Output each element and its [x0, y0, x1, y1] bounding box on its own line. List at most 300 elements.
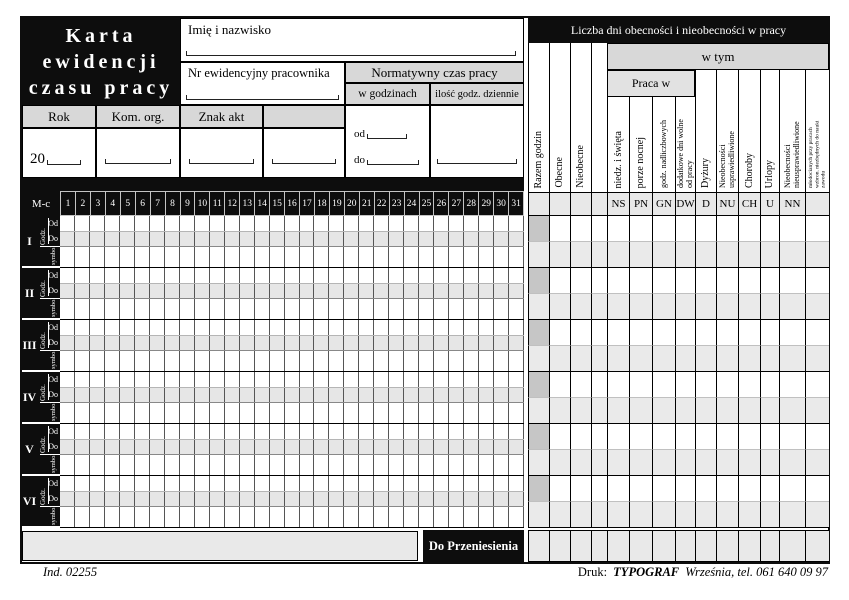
grid-cell[interactable] — [225, 388, 240, 402]
grid-cell[interactable] — [314, 336, 329, 350]
grid-cell[interactable] — [225, 455, 240, 475]
grid-cell[interactable] — [120, 247, 135, 267]
grid-cell[interactable] — [180, 320, 195, 335]
grid-cell[interactable] — [359, 455, 374, 475]
grid-cell[interactable] — [135, 320, 150, 335]
grid-cell[interactable] — [165, 476, 180, 491]
grid-cell[interactable] — [120, 232, 135, 246]
grid-cell[interactable] — [314, 424, 329, 439]
grid-cell[interactable] — [225, 284, 240, 298]
grid-cell[interactable] — [90, 232, 105, 246]
grid-cell[interactable] — [210, 372, 225, 387]
grid-cell[interactable] — [374, 284, 389, 298]
grid-cell[interactable] — [404, 476, 419, 491]
grid-cell[interactable] — [494, 299, 509, 319]
grid-cell[interactable] — [225, 492, 240, 506]
grid-cell[interactable] — [359, 247, 374, 267]
grid-cell[interactable] — [374, 492, 389, 506]
grid-cell[interactable] — [225, 351, 240, 371]
grid-cell[interactable] — [270, 284, 285, 298]
grid-cell[interactable] — [120, 372, 135, 387]
grid-cell[interactable] — [449, 284, 464, 298]
grid-cell[interactable] — [509, 388, 524, 402]
grid-cell[interactable] — [240, 507, 255, 527]
grid-cell[interactable] — [90, 299, 105, 319]
grid-cell[interactable] — [404, 492, 419, 506]
grid-cell[interactable] — [374, 247, 389, 267]
grid-cell[interactable] — [60, 216, 75, 231]
grid-cell[interactable] — [240, 440, 255, 454]
grid-cell[interactable] — [285, 299, 300, 319]
grid-cell[interactable] — [60, 476, 75, 491]
grid-cell[interactable] — [225, 299, 240, 319]
grid-cell[interactable] — [150, 455, 165, 475]
grid-cell[interactable] — [494, 232, 509, 246]
grid-cell[interactable] — [479, 268, 494, 283]
grid-cell[interactable] — [359, 424, 374, 439]
grid-cell[interactable] — [120, 336, 135, 350]
grid-cell[interactable] — [374, 232, 389, 246]
grid-cell[interactable] — [120, 284, 135, 298]
grid-cell[interactable] — [285, 351, 300, 371]
grid-cell[interactable] — [494, 372, 509, 387]
grid-cell[interactable] — [314, 284, 329, 298]
grid-cell[interactable] — [195, 216, 210, 231]
grid-cell[interactable] — [90, 388, 105, 402]
grid-cell[interactable] — [404, 336, 419, 350]
grid-cell[interactable] — [285, 388, 300, 402]
grid-cell[interactable] — [195, 440, 210, 454]
grid-cell[interactable] — [359, 507, 374, 527]
grid-cell[interactable] — [404, 247, 419, 267]
grid-cell[interactable] — [359, 268, 374, 283]
grid-cell[interactable] — [60, 507, 75, 527]
grid-cell[interactable] — [180, 351, 195, 371]
grid-cell[interactable] — [105, 351, 120, 371]
grid-cell[interactable] — [300, 403, 315, 423]
grid-cell[interactable] — [195, 284, 210, 298]
grid-cell[interactable] — [180, 247, 195, 267]
grid-cell[interactable] — [60, 440, 75, 454]
grid-cell[interactable] — [434, 336, 449, 350]
grid-cell[interactable] — [464, 247, 479, 267]
grid-cell[interactable] — [359, 232, 374, 246]
grid-cell[interactable] — [120, 299, 135, 319]
grid-cell[interactable] — [120, 320, 135, 335]
grid-cell[interactable] — [449, 492, 464, 506]
grid-cell[interactable] — [195, 268, 210, 283]
grid-cell[interactable] — [255, 320, 270, 335]
grid-cell[interactable] — [344, 507, 359, 527]
grid-cell[interactable] — [494, 403, 509, 423]
grid-cell[interactable] — [75, 216, 90, 231]
grid-cell[interactable] — [389, 351, 404, 371]
grid-cell[interactable] — [374, 403, 389, 423]
grid-cell[interactable] — [180, 440, 195, 454]
grid-cell[interactable] — [329, 268, 344, 283]
grid-cell[interactable] — [75, 284, 90, 298]
grid-cell[interactable] — [314, 440, 329, 454]
grid-cell[interactable] — [479, 507, 494, 527]
grid-cell[interactable] — [389, 372, 404, 387]
grid-cell[interactable] — [344, 232, 359, 246]
grid-cell[interactable] — [195, 320, 210, 335]
grid-cell[interactable] — [180, 455, 195, 475]
grid-cell[interactable] — [285, 372, 300, 387]
grid-cell[interactable] — [479, 455, 494, 475]
grid-cell[interactable] — [150, 403, 165, 423]
grid-cell[interactable] — [105, 507, 120, 527]
grid-cell[interactable] — [270, 299, 285, 319]
from-time-fill-line[interactable] — [367, 134, 407, 139]
grid-cell[interactable] — [419, 247, 434, 267]
grid-cell[interactable] — [255, 492, 270, 506]
grid-cell[interactable] — [449, 216, 464, 231]
grid-cell[interactable] — [255, 440, 270, 454]
grid-cell[interactable] — [479, 247, 494, 267]
grid-cell[interactable] — [150, 320, 165, 335]
grid-cell[interactable] — [195, 336, 210, 350]
grid-cell[interactable] — [225, 372, 240, 387]
grid-cell[interactable] — [285, 284, 300, 298]
grid-cell[interactable] — [300, 351, 315, 371]
grid-cell[interactable] — [344, 424, 359, 439]
grid-cell[interactable] — [464, 351, 479, 371]
grid-cell[interactable] — [509, 232, 524, 246]
grid-cell[interactable] — [135, 455, 150, 475]
grid-cell[interactable] — [344, 247, 359, 267]
grid-cell[interactable] — [509, 424, 524, 439]
grid-cell[interactable] — [464, 440, 479, 454]
grid-cell[interactable] — [479, 492, 494, 506]
grid-cell[interactable] — [285, 216, 300, 231]
grid-cell[interactable] — [105, 440, 120, 454]
grid-cell[interactable] — [314, 492, 329, 506]
grid-cell[interactable] — [75, 388, 90, 402]
grid-cell[interactable] — [434, 268, 449, 283]
grid-cell[interactable] — [434, 455, 449, 475]
grid-cell[interactable] — [389, 247, 404, 267]
grid-cell[interactable] — [135, 247, 150, 267]
grid-cell[interactable] — [359, 388, 374, 402]
grid-cell[interactable] — [270, 507, 285, 527]
grid-cell[interactable] — [479, 232, 494, 246]
grid-cell[interactable] — [60, 299, 75, 319]
grid-cell[interactable] — [389, 216, 404, 231]
grid-cell[interactable] — [120, 476, 135, 491]
grid-cell[interactable] — [150, 372, 165, 387]
grid-cell[interactable] — [60, 403, 75, 423]
grid-cell[interactable] — [449, 424, 464, 439]
grid-cell[interactable] — [75, 372, 90, 387]
grid-cell[interactable] — [329, 216, 344, 231]
grid-cell[interactable] — [419, 351, 434, 371]
grid-cell[interactable] — [120, 507, 135, 527]
grid-cell[interactable] — [359, 492, 374, 506]
grid-cell[interactable] — [75, 232, 90, 246]
grid-cell[interactable] — [195, 388, 210, 402]
grid-cell[interactable] — [479, 320, 494, 335]
grid-cell[interactable] — [464, 492, 479, 506]
grid-cell[interactable] — [180, 403, 195, 423]
employee-id-fill-line[interactable] — [186, 95, 339, 100]
grid-cell[interactable] — [180, 216, 195, 231]
grid-cell[interactable] — [449, 247, 464, 267]
grid-cell[interactable] — [329, 372, 344, 387]
grid-cell[interactable] — [240, 320, 255, 335]
grid-cell[interactable] — [389, 455, 404, 475]
grid-cell[interactable] — [494, 507, 509, 527]
grid-cell[interactable] — [255, 216, 270, 231]
grid-cell[interactable] — [419, 320, 434, 335]
grid-cell[interactable] — [120, 424, 135, 439]
grid-cell[interactable] — [344, 351, 359, 371]
grid-cell[interactable] — [195, 476, 210, 491]
grid-cell[interactable] — [419, 336, 434, 350]
grid-cell[interactable] — [120, 492, 135, 506]
grid-cell[interactable] — [344, 388, 359, 402]
grid-cell[interactable] — [374, 507, 389, 527]
grid-cell[interactable] — [329, 247, 344, 267]
grid-cell[interactable] — [180, 372, 195, 387]
grid-cell[interactable] — [165, 492, 180, 506]
grid-cell[interactable] — [494, 351, 509, 371]
summary-strip[interactable] — [22, 531, 418, 561]
grid-cell[interactable] — [300, 492, 315, 506]
grid-cell[interactable] — [374, 476, 389, 491]
grid-cell[interactable] — [404, 440, 419, 454]
grid-cell[interactable] — [389, 232, 404, 246]
grid-cell[interactable] — [60, 336, 75, 350]
grid-cell[interactable] — [300, 268, 315, 283]
grid-cell[interactable] — [344, 440, 359, 454]
grid-cell[interactable] — [374, 424, 389, 439]
grid-cell[interactable] — [404, 351, 419, 371]
grid-cell[interactable] — [404, 268, 419, 283]
grid-cell[interactable] — [494, 388, 509, 402]
grid-cell[interactable] — [434, 440, 449, 454]
grid-cell[interactable] — [344, 299, 359, 319]
grid-cell[interactable] — [105, 299, 120, 319]
grid-cell[interactable] — [180, 336, 195, 350]
grid-cell[interactable] — [150, 351, 165, 371]
grid-cell[interactable] — [150, 216, 165, 231]
grid-cell[interactable] — [389, 284, 404, 298]
grid-cell[interactable] — [240, 372, 255, 387]
grid-cell[interactable] — [419, 403, 434, 423]
grid-cell[interactable] — [90, 351, 105, 371]
grid-cell[interactable] — [359, 216, 374, 231]
grid-cell[interactable] — [255, 284, 270, 298]
grid-cell[interactable] — [374, 351, 389, 371]
grid-cell[interactable] — [135, 476, 150, 491]
grid-cell[interactable] — [329, 284, 344, 298]
grid-cell[interactable] — [240, 476, 255, 491]
grid-cell[interactable] — [300, 320, 315, 335]
grid-cell[interactable] — [210, 232, 225, 246]
grid-cell[interactable] — [105, 403, 120, 423]
grid-cell[interactable] — [419, 216, 434, 231]
grid-cell[interactable] — [419, 507, 434, 527]
grid-cell[interactable] — [479, 299, 494, 319]
grid-cell[interactable] — [150, 388, 165, 402]
grid-cell[interactable] — [300, 507, 315, 527]
grid-cell[interactable] — [120, 440, 135, 454]
grid-cell[interactable] — [180, 299, 195, 319]
grid-cell[interactable] — [150, 476, 165, 491]
grid-cell[interactable] — [344, 476, 359, 491]
grid-cell[interactable] — [419, 388, 434, 402]
grid-cell[interactable] — [60, 424, 75, 439]
grid-cell[interactable] — [329, 476, 344, 491]
grid-cell[interactable] — [285, 320, 300, 335]
grid-cell[interactable] — [195, 232, 210, 246]
grid-cell[interactable] — [479, 388, 494, 402]
grid-cell[interactable] — [105, 320, 120, 335]
grid-cell[interactable] — [464, 388, 479, 402]
grid-cell[interactable] — [210, 424, 225, 439]
grid-cell[interactable] — [404, 388, 419, 402]
grid-cell[interactable] — [359, 372, 374, 387]
grid-cell[interactable] — [270, 216, 285, 231]
grid-cell[interactable] — [509, 299, 524, 319]
grid-cell[interactable] — [75, 492, 90, 506]
grid-cell[interactable] — [105, 284, 120, 298]
grid-cell[interactable] — [300, 247, 315, 267]
grid-cell[interactable] — [509, 403, 524, 423]
grid-cell[interactable] — [225, 268, 240, 283]
grid-cell[interactable] — [314, 232, 329, 246]
grid-cell[interactable] — [150, 424, 165, 439]
grid-cell[interactable] — [105, 388, 120, 402]
grid-cell[interactable] — [210, 320, 225, 335]
grid-cell[interactable] — [494, 455, 509, 475]
grid-cell[interactable] — [509, 320, 524, 335]
grid-cell[interactable] — [374, 320, 389, 335]
grid-cell[interactable] — [75, 424, 90, 439]
grid-cell[interactable] — [509, 492, 524, 506]
grid-cell[interactable] — [135, 232, 150, 246]
grid-cell[interactable] — [464, 232, 479, 246]
grid-cell[interactable] — [344, 403, 359, 423]
grid-cell[interactable] — [90, 507, 105, 527]
grid-cell[interactable] — [270, 476, 285, 491]
grid-cell[interactable] — [135, 372, 150, 387]
grid-cell[interactable] — [240, 299, 255, 319]
grid-cell[interactable] — [419, 440, 434, 454]
grid-cell[interactable] — [300, 284, 315, 298]
grid-cell[interactable] — [389, 476, 404, 491]
grid-cell[interactable] — [300, 388, 315, 402]
grid-cell[interactable] — [75, 440, 90, 454]
grid-cell[interactable] — [120, 216, 135, 231]
grid-cell[interactable] — [374, 440, 389, 454]
grid-cell[interactable] — [150, 268, 165, 283]
grid-cell[interactable] — [374, 388, 389, 402]
grid-cell[interactable] — [210, 351, 225, 371]
grid-cell[interactable] — [464, 336, 479, 350]
grid-cell[interactable] — [509, 247, 524, 267]
grid-cell[interactable] — [60, 320, 75, 335]
grid-cell[interactable] — [359, 299, 374, 319]
grid-cell[interactable] — [314, 268, 329, 283]
grid-cell[interactable] — [374, 372, 389, 387]
grid-cell[interactable] — [105, 476, 120, 491]
grid-cell[interactable] — [479, 216, 494, 231]
grid-cell[interactable] — [90, 476, 105, 491]
grid-cell[interactable] — [150, 247, 165, 267]
grid-cell[interactable] — [60, 388, 75, 402]
grid-cell[interactable] — [285, 507, 300, 527]
grid-cell[interactable] — [374, 336, 389, 350]
grid-cell[interactable] — [135, 388, 150, 402]
grid-cell[interactable] — [389, 507, 404, 527]
grid-cell[interactable] — [195, 247, 210, 267]
grid-cell[interactable] — [90, 492, 105, 506]
grid-cell[interactable] — [75, 336, 90, 350]
grid-cell[interactable] — [329, 351, 344, 371]
grid-cell[interactable] — [165, 247, 180, 267]
file-ref-fill-line[interactable] — [189, 159, 254, 164]
grid-cell[interactable] — [509, 507, 524, 527]
grid-cell[interactable] — [255, 403, 270, 423]
grid-cell[interactable] — [180, 388, 195, 402]
grid-cell[interactable] — [255, 507, 270, 527]
grid-cell[interactable] — [434, 388, 449, 402]
grid-cell[interactable] — [329, 388, 344, 402]
grid-cell[interactable] — [344, 268, 359, 283]
grid-cell[interactable] — [180, 492, 195, 506]
grid-cell[interactable] — [90, 216, 105, 231]
grid-cell[interactable] — [434, 320, 449, 335]
grid-cell[interactable] — [135, 351, 150, 371]
grid-cell[interactable] — [75, 268, 90, 283]
grid-cell[interactable] — [270, 336, 285, 350]
grid-cell[interactable] — [300, 336, 315, 350]
grid-cell[interactable] — [419, 424, 434, 439]
grid-cell[interactable] — [314, 403, 329, 423]
grid-cell[interactable] — [329, 440, 344, 454]
grid-cell[interactable] — [240, 403, 255, 423]
grid-cell[interactable] — [195, 351, 210, 371]
grid-cell[interactable] — [270, 372, 285, 387]
grid-cell[interactable] — [60, 247, 75, 267]
grid-cell[interactable] — [180, 424, 195, 439]
grid-cell[interactable] — [225, 440, 240, 454]
grid-cell[interactable] — [240, 388, 255, 402]
grid-cell[interactable] — [359, 403, 374, 423]
grid-cell[interactable] — [210, 492, 225, 506]
grid-cell[interactable] — [449, 268, 464, 283]
grid-cell[interactable] — [404, 507, 419, 527]
grid-cell[interactable] — [434, 492, 449, 506]
grid-cell[interactable] — [404, 455, 419, 475]
grid-cell[interactable] — [210, 299, 225, 319]
grid-cell[interactable] — [285, 268, 300, 283]
grid-cell[interactable] — [60, 232, 75, 246]
grid-cell[interactable] — [329, 232, 344, 246]
grid-cell[interactable] — [344, 336, 359, 350]
grid-cell[interactable] — [90, 440, 105, 454]
grid-cell[interactable] — [329, 403, 344, 423]
grid-cell[interactable] — [449, 336, 464, 350]
grid-cell[interactable] — [120, 388, 135, 402]
grid-cell[interactable] — [270, 424, 285, 439]
grid-cell[interactable] — [359, 336, 374, 350]
grid-cell[interactable] — [494, 216, 509, 231]
grid-cell[interactable] — [75, 351, 90, 371]
daily-hours-fill-line[interactable] — [437, 159, 517, 164]
